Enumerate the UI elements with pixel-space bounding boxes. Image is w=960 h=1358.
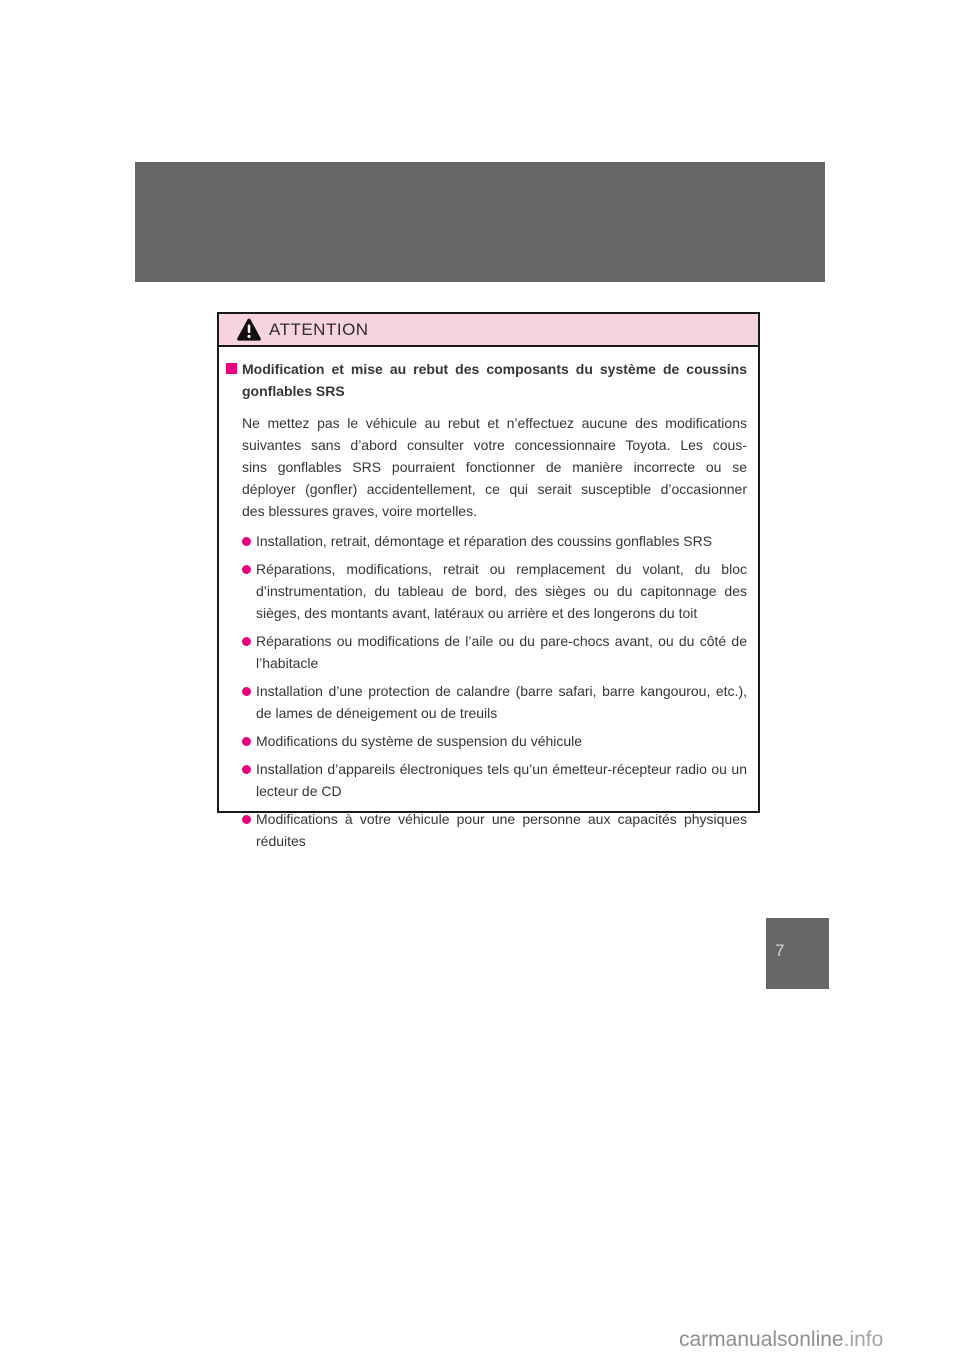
warning-intro [242,412,747,522]
warning-intro-line: déployer (gonfler) accidentellement, ce qui serait susceptible d’occasionner [242,481,747,497]
warning-bullet-list [242,530,747,852]
warning-bullet-item [242,730,747,752]
bullet-dot-icon [242,687,251,696]
warning-bullet-item [242,680,747,724]
bullet-dot-icon [242,737,251,746]
warning-intro-line: des blessures graves, voire mortelles. [242,503,477,519]
bullet-dot-icon [242,565,251,574]
attention-body [219,347,758,852]
warning-bullet-item [242,758,747,802]
chapter-tab [766,918,829,989]
attention-header [219,314,758,347]
bullet-dot-icon [242,815,251,824]
warning-bullet-item [242,808,747,852]
attention-box [217,312,760,849]
warning-bullet-item [242,558,747,624]
warning-intro-line: Ne mettez pas le véhicule au rebut et n’effectuez aucune des modifications [242,415,747,431]
watermark-tld: .info [843,1328,884,1351]
bullet-item-text: Installation d’une protection de calandre (barre safari, barre kangourou, etc.), de lames de déneigement ou de treuils [256,683,747,721]
magenta-square-bullet-icon [226,363,237,374]
bullet-item-text: Installation, retrait, démontage et réparation des coussins gonflables SRS [256,533,713,549]
warning-bullet-item [242,530,747,552]
redacted-header-block [135,162,825,282]
bullet-dot-icon [242,765,251,774]
bullet-dot-icon [242,537,251,546]
bullet-dot-icon [242,637,251,646]
warning-bullet-item [242,630,747,674]
warning-intro-line: suivantes sans d’abord consulter votre concessionnaire Toyota. Les cous- [242,437,747,453]
warning-triangle-icon [236,318,262,341]
bullet-item-text: Modifications à votre véhicule pour une personne aux capacités physiques réduites [256,811,747,849]
bullet-item-text: Réparations, modifications, retrait ou remplacement du volant, du bloc d’instrumentation, du tableau de bord, des sièges ou du capitonnage des sièges, des montants avant, latéraux ou arrière et des longerons du toit [256,561,747,621]
bullet-item-text: Modifications du système de suspension du véhicule [256,733,583,749]
watermark-site: carmanualsonline [679,1328,844,1351]
bullet-item-text: Réparations ou modifications de l’aile ou du pare-chocs avant, ou du côté de l’habitacle [256,633,747,671]
watermark [679,1328,883,1352]
warning-intro-line: sins gonflables SRS pourraient fonctionner de manière incorrecte ou se [242,459,747,475]
warning-title-text: Modification et mise au rebut des composants du système de coussins gonflables SRS [242,361,747,399]
warning-title [226,358,747,402]
chapter-number: 7 [775,941,785,960]
bullet-item-text: Installation d’appareils électroniques tels qu’un émetteur-récepteur radio ou un lecteur de CD [256,761,747,799]
attention-label: ATTENTION [269,319,369,339]
